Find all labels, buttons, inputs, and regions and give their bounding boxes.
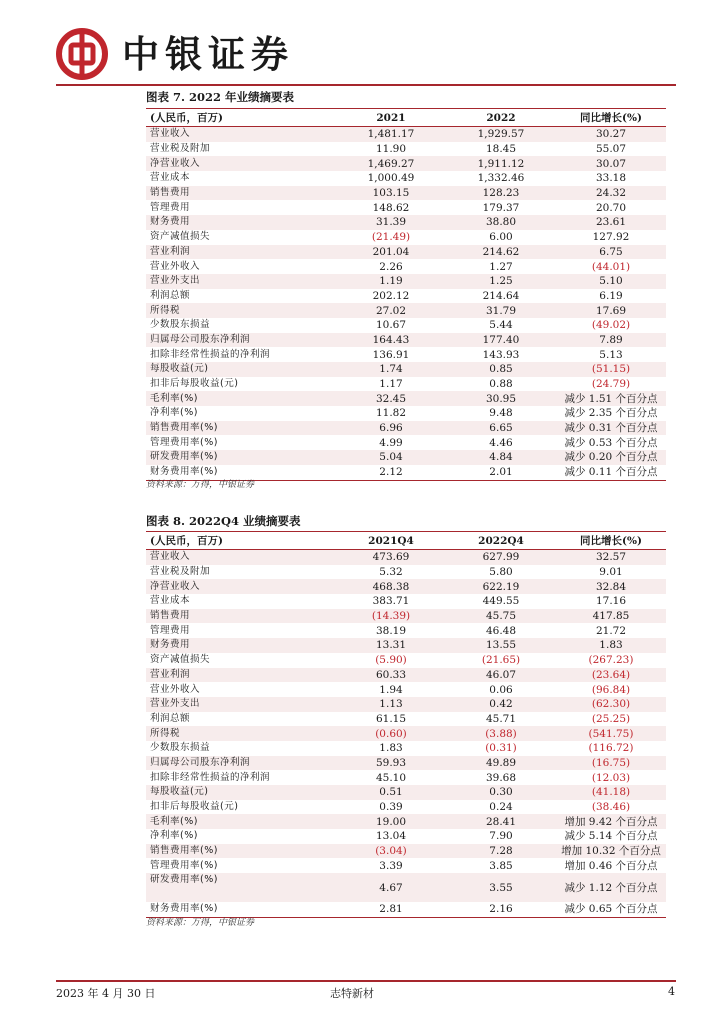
table-cell: 1.19 bbox=[336, 274, 446, 289]
table-cell: 1.25 bbox=[446, 274, 556, 289]
table-row bbox=[146, 726, 666, 741]
table-cell: 11.82 bbox=[375, 407, 407, 420]
row-label: 每股收益(元) bbox=[146, 362, 336, 377]
table-cell: 4.99 bbox=[379, 436, 403, 449]
table-cell: 1.27 bbox=[489, 260, 513, 273]
row-label: 净利率(%) bbox=[150, 407, 198, 419]
table-cell: 0.85 bbox=[446, 362, 556, 377]
table-cell: 1.94 bbox=[379, 683, 403, 696]
table-row bbox=[146, 682, 666, 697]
table-row bbox=[146, 565, 666, 580]
table2-header-cell: 2021Q4 bbox=[336, 532, 446, 550]
table-row bbox=[146, 450, 666, 465]
table-row bbox=[146, 391, 666, 406]
table-cell: 13.31 bbox=[336, 638, 446, 653]
table-cell: 214.62 bbox=[446, 245, 556, 260]
table-cell: 6.00 bbox=[489, 231, 513, 244]
row-label: 研发费用率(%) bbox=[146, 450, 336, 465]
table-cell: 6.65 bbox=[446, 421, 556, 436]
row-label: 管理费用率(%) bbox=[150, 859, 218, 871]
row-label: 所得税 bbox=[146, 726, 336, 741]
table-cell: 13.04 bbox=[375, 830, 407, 843]
table-cell: 214.64 bbox=[482, 289, 520, 302]
table-cell: 1.83 bbox=[556, 638, 666, 653]
table1-header-cell: 2021 bbox=[336, 109, 446, 127]
table-cell: 17.16 bbox=[595, 595, 627, 608]
table-cell: 143.93 bbox=[482, 348, 520, 361]
table-row bbox=[146, 303, 666, 318]
table-cell: 增加 9.42 个百分点 bbox=[556, 814, 666, 829]
table-cell: (21.49) bbox=[371, 231, 411, 244]
row-label: 资产减值损失 bbox=[150, 231, 211, 243]
table-cell: (267.23) bbox=[588, 654, 634, 667]
row-label: 销售费用率(%) bbox=[146, 421, 336, 436]
row-label: 净营业收入 bbox=[146, 579, 336, 594]
table-cell: 0.51 bbox=[336, 785, 446, 800]
table-cell: 30.07 bbox=[556, 156, 666, 171]
table2-source: 资料来源：万得，中银证券 bbox=[146, 918, 255, 928]
table-cell: 0.06 bbox=[489, 683, 513, 696]
row-label: 扣除非经常性损益的净利润 bbox=[150, 771, 271, 783]
table-cell: 减少 0.11 个百分点 bbox=[556, 465, 666, 480]
table-cell: 622.19 bbox=[446, 579, 556, 594]
row-label: 营业外支出 bbox=[146, 274, 336, 289]
row-label: 归属母公司股东净利润 bbox=[146, 333, 336, 348]
table-row bbox=[146, 362, 666, 377]
table-cell: 39.68 bbox=[485, 771, 517, 784]
table-cell: 627.99 bbox=[446, 550, 556, 565]
table-cell: 0.30 bbox=[446, 785, 556, 800]
row-label: 管理费用 bbox=[150, 201, 191, 213]
table-cell: 45.71 bbox=[485, 712, 517, 725]
table-cell: 11.90 bbox=[375, 143, 407, 156]
table-cell: 4.46 bbox=[489, 436, 513, 449]
table-cell: 59.93 bbox=[336, 756, 446, 771]
table-cell: 38.80 bbox=[446, 215, 556, 230]
row-label: 财务费用 bbox=[146, 638, 336, 653]
table-row bbox=[146, 318, 666, 333]
table-row bbox=[146, 333, 666, 348]
table-cell: 17.69 bbox=[556, 303, 666, 318]
table-cell: 4.84 bbox=[446, 450, 556, 465]
table-cell: 32.57 bbox=[556, 550, 666, 565]
table-row bbox=[146, 741, 666, 756]
row-label: 利润总额 bbox=[150, 712, 191, 724]
table-cell: 24.32 bbox=[556, 186, 666, 201]
footer-company: 志特新材 bbox=[330, 987, 374, 1000]
table-row bbox=[146, 858, 666, 873]
table-row bbox=[146, 800, 666, 815]
row-label: 利润总额 bbox=[150, 289, 191, 301]
table-cell: 148.62 bbox=[372, 201, 410, 214]
footer-divider bbox=[56, 980, 676, 982]
table-row bbox=[146, 712, 666, 727]
table-row bbox=[146, 785, 666, 800]
table-cell: 1,929.57 bbox=[446, 127, 556, 142]
table-row bbox=[146, 697, 666, 712]
table-row bbox=[146, 770, 666, 785]
table-cell: 38.19 bbox=[375, 624, 407, 637]
table-cell: 0.42 bbox=[446, 697, 556, 712]
table-row bbox=[146, 127, 666, 142]
table-cell: 46.48 bbox=[485, 624, 517, 637]
footer-date: 2023 年 4 月 30 日 bbox=[56, 987, 156, 1000]
table-cell: 5.13 bbox=[599, 348, 623, 361]
table-cell: 2.81 bbox=[336, 902, 446, 917]
table-cell: 128.23 bbox=[446, 186, 556, 201]
table-cell: 1,000.49 bbox=[367, 172, 415, 185]
table-cell: 19.00 bbox=[336, 814, 446, 829]
table-cell: 164.43 bbox=[336, 333, 446, 348]
table-cell: 32.84 bbox=[556, 579, 666, 594]
table-cell: (23.64) bbox=[556, 668, 666, 683]
table-row bbox=[146, 245, 666, 260]
table-row bbox=[146, 215, 666, 230]
table-cell: 27.02 bbox=[336, 303, 446, 318]
row-label: 营业成本 bbox=[150, 172, 191, 184]
table-cell: 45.10 bbox=[375, 771, 407, 784]
table-cell: 2.01 bbox=[446, 465, 556, 480]
table-row bbox=[146, 421, 666, 436]
table-cell: 31.39 bbox=[336, 215, 446, 230]
table-row bbox=[146, 186, 666, 201]
table-cell: 1,332.46 bbox=[477, 172, 525, 185]
table-cell: 31.79 bbox=[446, 303, 556, 318]
table-cell: (14.39) bbox=[336, 609, 446, 624]
table-cell: 9.01 bbox=[599, 566, 623, 579]
row-label: 毛利率(%) bbox=[146, 814, 336, 829]
table-cell: 1.13 bbox=[336, 697, 446, 712]
table-cell: (44.01) bbox=[591, 260, 631, 273]
table-cell: 449.55 bbox=[482, 595, 520, 608]
table-cell: (12.03) bbox=[591, 771, 631, 784]
row-label: 财务费用率(%) bbox=[146, 902, 336, 917]
table-cell: 增加 0.46 个百分点 bbox=[564, 859, 658, 872]
row-label: 财务费用 bbox=[146, 215, 336, 230]
table-cell: 减少 0.53 个百分点 bbox=[564, 436, 658, 449]
table-row bbox=[146, 829, 666, 844]
table-cell: (25.25) bbox=[591, 712, 631, 725]
table-cell: 202.12 bbox=[372, 289, 410, 302]
table-cell: 9.48 bbox=[489, 407, 513, 420]
row-label: 扣非后每股收益(元) bbox=[150, 378, 239, 390]
row-label: 管理费用 bbox=[150, 624, 191, 636]
table-row bbox=[146, 259, 666, 274]
table-row bbox=[146, 623, 666, 638]
table-cell: 473.69 bbox=[336, 550, 446, 565]
table2-header-cell: (人民币，百万) bbox=[146, 532, 336, 550]
table-row bbox=[146, 653, 666, 668]
row-label: 营业税及附加 bbox=[150, 143, 211, 155]
table-cell: 201.04 bbox=[336, 245, 446, 260]
table-row bbox=[146, 814, 666, 829]
table-cell: 6.75 bbox=[556, 245, 666, 260]
table-cell: 1.83 bbox=[379, 742, 403, 755]
table-row bbox=[146, 579, 666, 594]
table-row bbox=[146, 406, 666, 421]
table-row bbox=[146, 609, 666, 624]
table-cell: 45.75 bbox=[446, 609, 556, 624]
row-label: 营业利润 bbox=[146, 668, 336, 683]
table-cell: 5.04 bbox=[336, 450, 446, 465]
table-cell: (51.15) bbox=[556, 362, 666, 377]
table2-title: 图表 8. 2022Q4 业绩摘要表 bbox=[146, 514, 301, 528]
table-cell: 5.32 bbox=[379, 566, 403, 579]
row-label: 所得税 bbox=[146, 303, 336, 318]
table-row bbox=[146, 668, 666, 683]
table-cell: (49.02) bbox=[591, 319, 631, 332]
table-cell: 10.67 bbox=[375, 319, 407, 332]
table-cell: 减少 1.12 个百分点 bbox=[556, 873, 666, 902]
table-cell: 减少 1.51 个百分点 bbox=[556, 391, 666, 406]
table-cell: 1,481.17 bbox=[336, 127, 446, 142]
table-row bbox=[146, 347, 666, 362]
row-label: 少数股东损益 bbox=[150, 319, 211, 331]
table1-header-row bbox=[146, 109, 666, 127]
table-cell: 减少 0.31 个百分点 bbox=[556, 421, 666, 436]
table2-header-row bbox=[146, 532, 666, 550]
table-cell: 3.55 bbox=[446, 873, 556, 902]
table2-header-cell: 2022Q4 bbox=[446, 532, 556, 550]
table-row bbox=[146, 873, 666, 902]
table-row bbox=[146, 156, 666, 171]
table-cell: 0.39 bbox=[379, 801, 403, 814]
table-cell: (0.31) bbox=[485, 742, 517, 755]
table-cell: 179.37 bbox=[482, 201, 520, 214]
table-cell: 136.91 bbox=[372, 348, 410, 361]
table-row bbox=[146, 200, 666, 215]
row-label: 营业收入 bbox=[146, 550, 336, 565]
table-cell: (116.72) bbox=[588, 742, 634, 755]
table-cell: 383.71 bbox=[372, 595, 410, 608]
table-cell: (0.60) bbox=[336, 726, 446, 741]
row-label: 毛利率(%) bbox=[146, 391, 336, 406]
table-cell: 6.19 bbox=[599, 289, 623, 302]
table1-header-cell: 同比增长(%) bbox=[556, 109, 666, 127]
table-cell: (24.79) bbox=[591, 378, 631, 391]
table-row bbox=[146, 289, 666, 304]
table-cell: 30.95 bbox=[446, 391, 556, 406]
table-cell: (16.75) bbox=[556, 756, 666, 771]
table-cell: 2.26 bbox=[379, 260, 403, 273]
row-label: 净营业收入 bbox=[146, 156, 336, 171]
table-cell: 127.92 bbox=[592, 231, 630, 244]
table2 bbox=[146, 531, 666, 918]
table-row bbox=[146, 171, 666, 186]
table-cell: (21.65) bbox=[481, 654, 521, 667]
table-row bbox=[146, 274, 666, 289]
table-cell: 46.07 bbox=[446, 668, 556, 683]
table-row bbox=[146, 230, 666, 245]
table-cell: 1,911.12 bbox=[446, 156, 556, 171]
table-cell: 55.07 bbox=[595, 143, 627, 156]
table-cell: (96.84) bbox=[591, 683, 631, 696]
table-cell: 减少 5.14 个百分点 bbox=[564, 830, 658, 843]
row-label: 营业收入 bbox=[146, 127, 336, 142]
row-label: 研发费用率(%) bbox=[146, 873, 336, 902]
table-cell: 2.16 bbox=[446, 902, 556, 917]
table-cell: 0.88 bbox=[489, 378, 513, 391]
table1-source: 资料来源：万得，中银证券 bbox=[146, 480, 255, 490]
table-row bbox=[146, 638, 666, 653]
table-cell: 20.70 bbox=[595, 201, 627, 214]
table-cell: 0.24 bbox=[489, 801, 513, 814]
page-header bbox=[56, 28, 676, 84]
row-label: 销售费用率(%) bbox=[146, 844, 336, 859]
table-cell: 49.89 bbox=[446, 756, 556, 771]
row-label: 营业外收入 bbox=[150, 260, 201, 272]
table-cell: 1,469.27 bbox=[336, 156, 446, 171]
row-label: 资产减值损失 bbox=[150, 654, 211, 666]
table-cell: 13.55 bbox=[446, 638, 556, 653]
table-cell: 32.45 bbox=[336, 391, 446, 406]
table-cell: 1.17 bbox=[379, 378, 403, 391]
table-cell: 18.45 bbox=[485, 143, 517, 156]
table-cell: 3.39 bbox=[379, 859, 403, 872]
row-label: 营业成本 bbox=[150, 595, 191, 607]
table-row bbox=[146, 435, 666, 450]
table-cell: (62.30) bbox=[556, 697, 666, 712]
table-row bbox=[146, 844, 666, 859]
table-cell: (541.75) bbox=[556, 726, 666, 741]
table-cell: 3.85 bbox=[489, 859, 513, 872]
table-row bbox=[146, 377, 666, 392]
page-number: 4 bbox=[668, 985, 675, 998]
table-cell: (3.04) bbox=[336, 844, 446, 859]
row-label: 营业外支出 bbox=[146, 697, 336, 712]
table-row bbox=[146, 550, 666, 565]
table-cell: 5.44 bbox=[489, 319, 513, 332]
table-cell: 468.38 bbox=[336, 579, 446, 594]
table-cell: (41.18) bbox=[556, 785, 666, 800]
table-cell: 7.89 bbox=[556, 333, 666, 348]
table-cell: 4.67 bbox=[336, 873, 446, 902]
table-cell: 减少 2.35 个百分点 bbox=[564, 407, 658, 420]
table-cell: 28.41 bbox=[446, 814, 556, 829]
table-cell: 417.85 bbox=[556, 609, 666, 624]
table-cell: 33.18 bbox=[595, 172, 627, 185]
table-cell: 5.10 bbox=[556, 274, 666, 289]
row-label: 销售费用 bbox=[146, 186, 336, 201]
row-label: 扣除非经常性损益的净利润 bbox=[150, 348, 271, 360]
table1-header-cell: 2022 bbox=[446, 109, 556, 127]
table-cell: 177.40 bbox=[446, 333, 556, 348]
table1 bbox=[146, 108, 666, 481]
table-cell: 7.28 bbox=[446, 844, 556, 859]
table-row bbox=[146, 756, 666, 771]
table-cell: 1.74 bbox=[336, 362, 446, 377]
table2-header-cell: 同比增长(%) bbox=[556, 532, 666, 550]
table-cell: 增加 10.32 个百分点 bbox=[556, 844, 666, 859]
row-label: 归属母公司股东净利润 bbox=[146, 756, 336, 771]
table-cell: (5.90) bbox=[375, 654, 407, 667]
row-label: 营业税及附加 bbox=[150, 566, 211, 578]
table-cell: 21.72 bbox=[595, 624, 627, 637]
table-cell: 103.15 bbox=[336, 186, 446, 201]
table-cell: (3.88) bbox=[446, 726, 556, 741]
row-label: 管理费用率(%) bbox=[150, 436, 218, 448]
row-label: 扣非后每股收益(元) bbox=[150, 801, 239, 813]
table-cell: (38.46) bbox=[591, 801, 631, 814]
row-label: 少数股东损益 bbox=[150, 742, 211, 754]
header-divider bbox=[56, 84, 676, 86]
bank-of-china-logo-icon bbox=[56, 28, 108, 80]
table-cell: 5.80 bbox=[489, 566, 513, 579]
table-cell: 减少 0.20 个百分点 bbox=[556, 450, 666, 465]
row-label: 每股收益(元) bbox=[146, 785, 336, 800]
table1-header-cell: (人民币，百万) bbox=[146, 109, 336, 127]
row-label: 净利率(%) bbox=[150, 830, 198, 842]
table-cell: 减少 0.65 个百分点 bbox=[556, 902, 666, 917]
row-label: 财务费用率(%) bbox=[146, 465, 336, 480]
brand-name: 中银证券 bbox=[122, 32, 294, 76]
table-row bbox=[146, 594, 666, 609]
table-cell: 30.27 bbox=[556, 127, 666, 142]
table-cell: 61.15 bbox=[375, 712, 407, 725]
table-cell: 60.33 bbox=[336, 668, 446, 683]
table-cell: 7.90 bbox=[489, 830, 513, 843]
row-label: 营业利润 bbox=[146, 245, 336, 260]
table-row bbox=[146, 142, 666, 157]
table-cell: 23.61 bbox=[556, 215, 666, 230]
table1-title: 图表 7. 2022 年业绩摘要表 bbox=[146, 90, 295, 104]
table-cell: 2.12 bbox=[336, 465, 446, 480]
table-cell: 6.96 bbox=[336, 421, 446, 436]
row-label: 营业外收入 bbox=[150, 683, 201, 695]
row-label: 销售费用 bbox=[146, 609, 336, 624]
